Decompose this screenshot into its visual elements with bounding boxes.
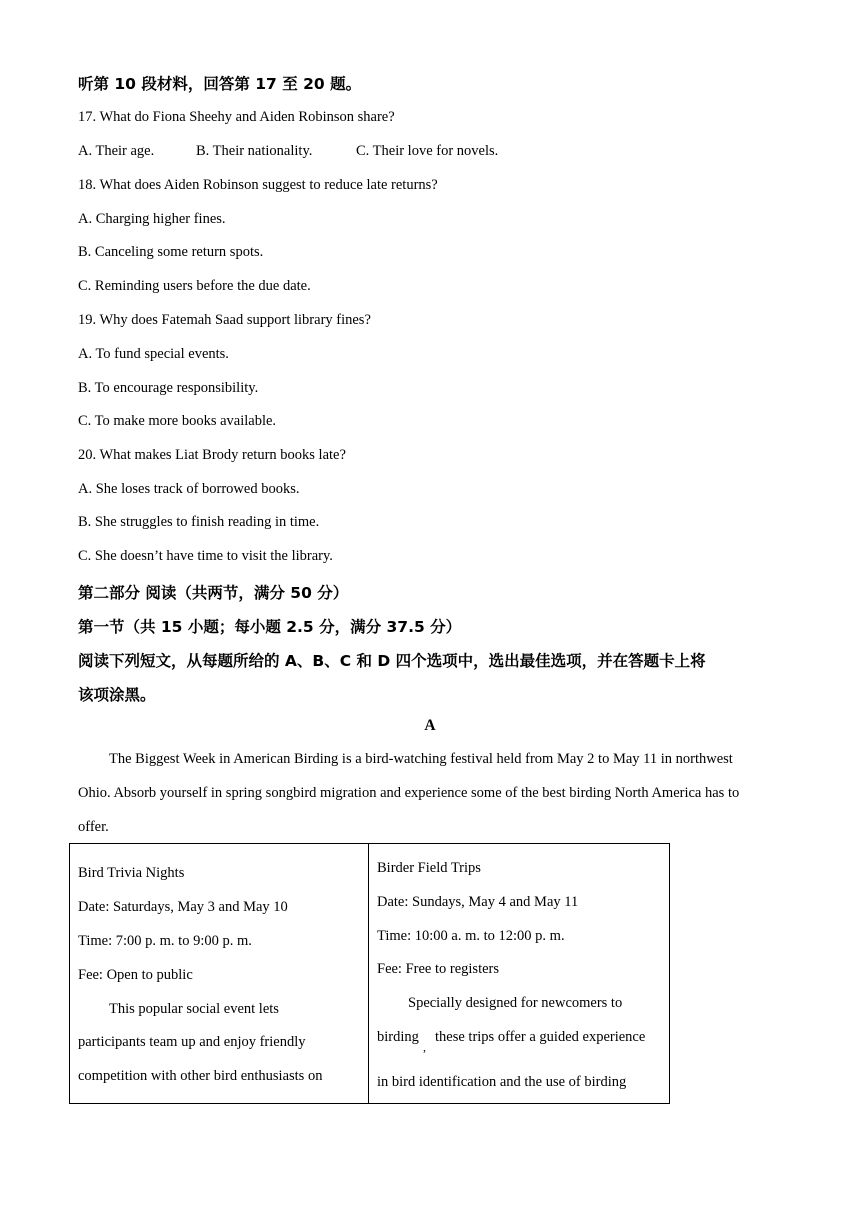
events-table [69, 843, 670, 1104]
question-17-option-a: A. Their age. [78, 143, 155, 159]
question-17-option-c: C. Their love for novels. [356, 143, 499, 159]
fieldtrip-date: Date: Sundays, May 4 and May 11 [377, 894, 579, 910]
trivia-fee: Fee: Open to public [78, 967, 193, 983]
question-20-option-a: A. She loses track of borrowed books. [78, 481, 300, 497]
question-18-option-b: B. Canceling some return spots. [78, 244, 264, 260]
trivia-title: Bird Trivia Nights [78, 865, 185, 881]
question-18-stem: 18. What does Aiden Robinson suggest to reduce late returns? [78, 177, 438, 193]
trivia-date: Date: Saturdays, May 3 and May 10 [78, 899, 288, 915]
intro-line-2: Ohio. Absorb yourself in spring songbird migration and experience some of the best birding North America has to [78, 785, 740, 801]
event-cell-trivia-nights [70, 844, 369, 1104]
fieldtrip-title: Birder Field Trips [377, 860, 481, 876]
question-17-option-b: B. Their nationality. [196, 143, 313, 159]
question-18-option-c: C. Reminding users before the due date. [78, 278, 311, 294]
question-20-option-c: C. She doesn’t have time to visit the library. [78, 548, 333, 564]
passage-label: A [424, 717, 436, 734]
trivia-desc-line-2: participants team up and enjoy friendly [78, 1034, 306, 1050]
question-17-stem: 17. What do Fiona Sheehy and Aiden Robinson share? [78, 109, 395, 125]
fieldtrip-desc-line-2b: these trips offer a guided experience [435, 1029, 646, 1045]
question-18-option-a: A. Charging higher fines. [78, 211, 226, 227]
fieldtrip-desc-line-1: Specially designed for newcomers to [408, 995, 623, 1011]
reading-part-heading: 第二部分 阅读（共两节，满分 50 分） [78, 584, 349, 602]
fieldtrip-time: Time: 10:00 a. m. to 12:00 p. m. [377, 928, 565, 944]
fieldtrip-fee: Fee: Free to registers [377, 961, 500, 977]
question-20-stem: 20. What makes Liat Brody return books late? [78, 447, 346, 463]
fieldtrip-desc-line-2a: birding [377, 1029, 419, 1045]
intro-line-1: The Biggest Week in American Birding is a bird-watching festival held from May 2 to May 11 in northwest [109, 751, 733, 767]
question-19-option-a: A. To fund special events. [78, 346, 229, 362]
reading-section-heading: 第一节（共 15 小题；每小题 2.5 分，满分 37.5 分） [78, 618, 462, 636]
question-19-option-c: C. To make more books available. [78, 413, 277, 429]
fieldtrip-desc-line-3: in bird identification and the use of birding [377, 1074, 627, 1090]
question-19-stem: 19. Why does Fatemah Saad support library fines? [78, 312, 371, 328]
fieldtrip-desc-comma: , [423, 1040, 426, 1054]
question-19-option-b: B. To encourage responsibility. [78, 380, 259, 396]
reading-instruction-line-2: 该项涂黑。 [78, 686, 156, 704]
question-20-option-b: B. She struggles to finish reading in time. [78, 514, 320, 530]
trivia-time: Time: 7:00 p. m. to 9:00 p. m. [78, 933, 252, 949]
reading-instruction-line-1: 阅读下列短文，从每题所给的 A、B、C 和 D 四个选项中，选出最佳选项，并在答题卡上将 [78, 652, 706, 670]
trivia-desc-line-3: competition with other bird enthusiasts on [78, 1068, 323, 1084]
trivia-desc-line-1: This popular social event lets [109, 1001, 279, 1017]
intro-line-3: offer. [78, 819, 109, 835]
event-cell-field-trips [369, 844, 670, 1104]
listening-section-heading: 听第 10 段材料，回答第 17 至 20 题。 [78, 75, 362, 93]
